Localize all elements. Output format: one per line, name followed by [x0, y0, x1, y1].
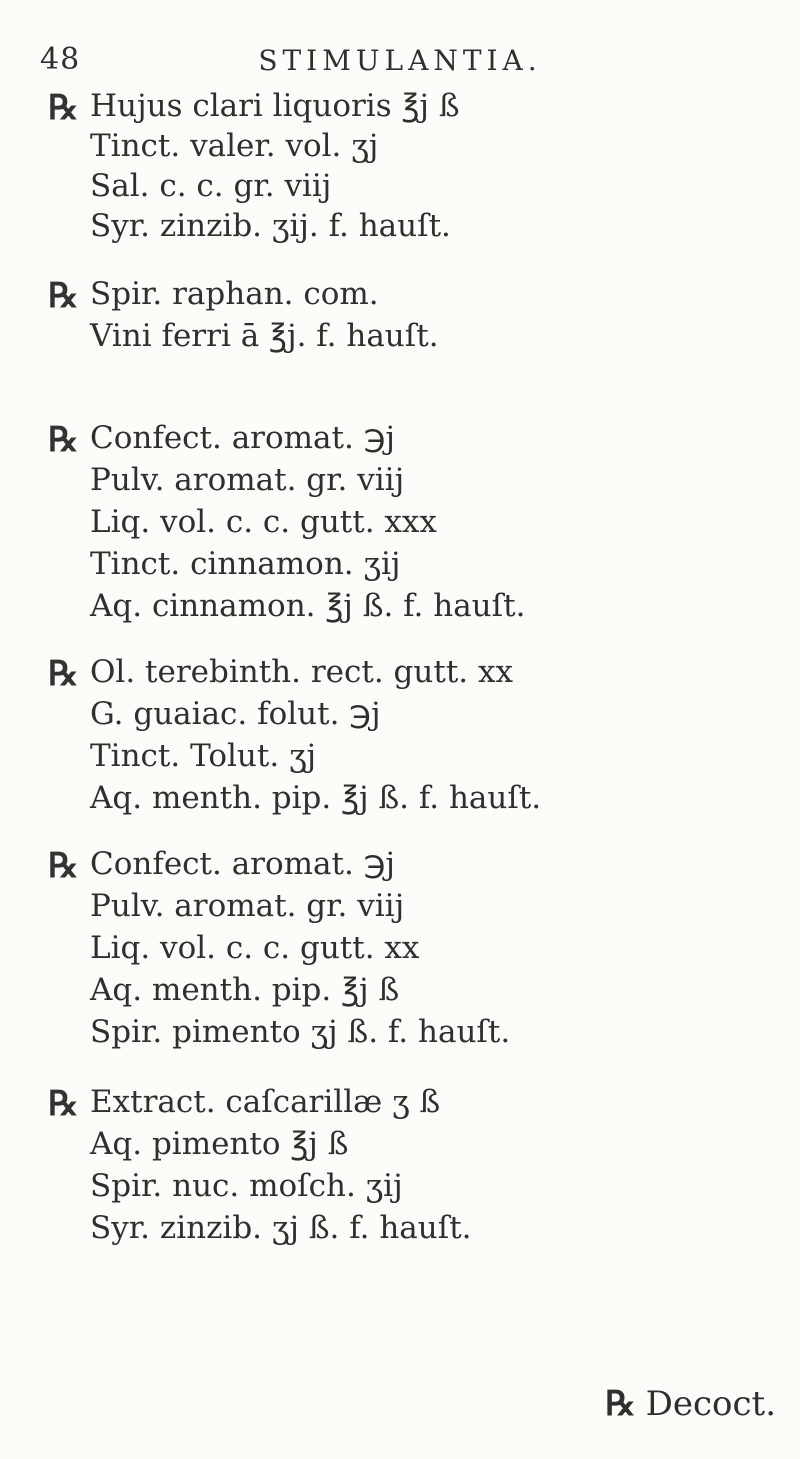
rx-symbol: ℞ — [48, 846, 79, 886]
rx-symbol: ℞ — [48, 1084, 79, 1124]
rx-symbol: ℞ — [48, 420, 79, 460]
recipe-line: Sal. c. c. gr. viij — [90, 168, 332, 204]
rx-symbol: ℞ — [605, 1384, 636, 1424]
recipe-line: Tinct. valer. vol. ʒj — [90, 128, 379, 164]
running-head: STIMULANTIA. — [258, 44, 542, 77]
catchword-text: Decoct. — [645, 1384, 776, 1424]
recipe-line: Tinct. cinnamon. ʒij — [90, 546, 401, 582]
catchword — [605, 1384, 776, 1424]
recipe-line: Ol. terebinth. rect. gutt. xx — [90, 654, 513, 690]
recipe-line: Liq. vol. c. c. gutt. xxx — [90, 504, 437, 540]
recipe-line: Vini ferri ā ℥j. f. hauſt. — [90, 318, 439, 354]
recipe-line: Aq. cinnamon. ℥j ß. f. hauſt. — [90, 588, 526, 624]
recipe-line: Syr. zinzib. ʒij. f. hauſt. — [90, 208, 451, 244]
recipe-line: Syr. zinzib. ʒj ß. f. hauſt. — [90, 1210, 472, 1246]
recipe-line: Hujus clari liquoris ℥j ß — [90, 88, 460, 124]
recipe-line: Extract. caſcarillæ ʒ ß — [90, 1084, 441, 1120]
recipe-line: Tinct. Tolut. ʒj — [90, 738, 317, 774]
recipe-line: G. guaiac. folut. ℈j — [90, 696, 381, 732]
rx-symbol: ℞ — [48, 88, 79, 128]
recipe-line: Aq. menth. pip. ℥j ß — [90, 972, 400, 1008]
page-number: 48 — [40, 42, 81, 77]
recipe-line: Pulv. aromat. gr. viij — [90, 888, 405, 924]
recipe-line: Aq. menth. pip. ℥j ß. f. hauſt. — [90, 780, 542, 816]
recipe-line: Aq. pimento ℥j ß — [90, 1126, 349, 1162]
recipe-line: Confect. aromat. ℈j — [90, 420, 395, 456]
recipe-line: Pulv. aromat. gr. viij — [90, 462, 405, 498]
recipe-line: Spir. pimento ʒj ß. f. hauſt. — [90, 1014, 511, 1050]
rx-symbol: ℞ — [48, 654, 79, 694]
recipe-line: Confect. aromat. ℈j — [90, 846, 395, 882]
recipe-line: Spir. raphan. com. — [90, 276, 379, 312]
recipe-line: Spir. nuc. moſch. ʒij — [90, 1168, 403, 1204]
recipe-line: Liq. vol. c. c. gutt. xx — [90, 930, 420, 966]
rx-symbol: ℞ — [48, 276, 79, 316]
